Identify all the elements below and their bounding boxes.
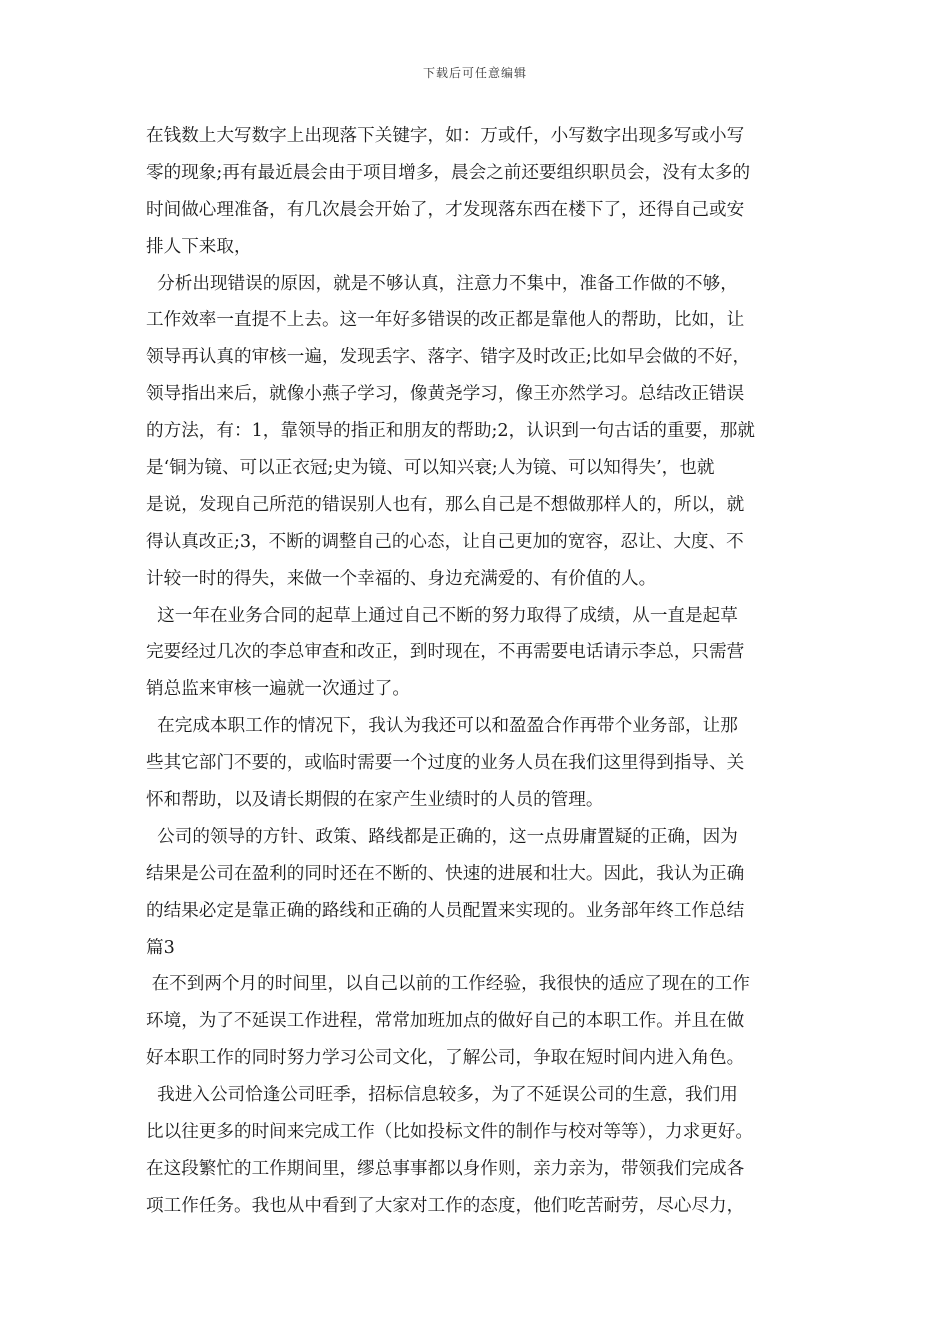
text-line: 在完成本职工作的情况下，我认为我还可以和盈盈合作再带个业务部，让那 — [146, 716, 738, 737]
text-line: 排人下来取， — [146, 236, 252, 257]
text-line: 零的现象;再有最近晨会由于项目增多，晨会之前还要组织职员会，没有太多的 — [146, 162, 751, 183]
text-line: 的结果必定是靠正确的路线和正确的人员配置来实现的。业务部年终工作总结 — [146, 900, 745, 921]
text-line: 分析出现错误的原因，就是不够认真，注意力不集中，准备工作做的不够， — [146, 273, 738, 294]
text-line: 的方法，有：1，靠领导的指正和朋友的帮助;2，认识到一句古话的重要，那就 — [146, 421, 755, 442]
text-line: 领导再认真的审核一遍，发现丢字、落字、错字及时改正;比如早会做的不好， — [146, 347, 751, 368]
text-line: 领导指出来后，就像小燕子学习，像黄尧学习，像王亦然学习。总结改正错误 — [146, 384, 745, 405]
text-line: 在这段繁忙的工作期间里，缪总事事都以身作则，亲力亲为，带领我们完成各 — [146, 1158, 745, 1179]
text-line: 是‘铜为镜、可以正衣冠;史为镜、可以知兴衰;人为镜、可以知得失’，也就 — [146, 458, 715, 479]
text-line: 工作效率一直提不上去。这一年好多错误的改正都是靠他人的帮助，比如，让 — [146, 310, 745, 331]
text-line: 好本职工作的同时努力学习公司文化，了解公司，争取在短时间内进入角色。 — [146, 1048, 745, 1069]
text-line: 公司的领导的方针、政策、路线都是正确的，这一点毋庸置疑的正确，因为 — [146, 826, 738, 847]
text-line: 结果是公司在盈利的同时还在不断的、快速的进展和壮大。因此，我认为正确 — [146, 863, 745, 884]
text-line: 环境，为了不延误工作进程，常常加班加点的做好自己的本职工作。并且在做 — [146, 1011, 745, 1032]
text-line: 些其它部门不要的，或临时需要一个过度的业务人员在我们这里得到指导、关 — [146, 753, 745, 774]
document-body — [146, 118, 826, 1225]
text-line: 在钱数上大写数字上出现落下关键字，如：万或仟，小写数字出现多写或小写 — [146, 126, 745, 146]
text-line: 篇3 — [146, 937, 175, 958]
text-line: 得认真改正;3，不断的调整自己的心态，让自己更加的宽容，忍让、大度、不 — [146, 531, 744, 552]
text-line: 项工作任务。我也从中看到了大家对工作的态度，他们吃苦耐劳，尽心尽力， — [146, 1195, 745, 1216]
page-header: 下载后可任意编辑 — [422, 66, 527, 80]
text-line: 在不到两个月的时间里，以自己以前的工作经验，我很快的适应了现在的工作 — [146, 974, 750, 995]
text-line: 是说，发现自己所范的错误别人也有，那么自己是不想做那样人的，所以，就 — [146, 494, 745, 515]
text-line: 比以往更多的时间来完成工作（比如投标文件的制作与校对等等），力求更好。 — [146, 1122, 753, 1143]
text-line: 我进入公司恰逢公司旺季，招标信息较多，为了不延误公司的生意，我们用 — [146, 1085, 738, 1106]
text-line: 这一年在业务合同的起草上通过自己不断的努力取得了成绩，从一直是起草 — [146, 605, 738, 626]
text-line: 计较一时的得失，来做一个幸福的、身边充满爱的、有价值的人。 — [146, 568, 657, 589]
text-line: 时间做心理准备，有几次晨会开始了，才发现落东西在楼下了，还得自己或安 — [146, 199, 745, 220]
text-line: 完要经过几次的李总审查和改正，到时现在，不再需要电话请示李总，只需营 — [146, 642, 745, 663]
text-line: 销总监来审核一遍就一次通过了。 — [146, 679, 410, 700]
text-line: 怀和帮助，以及请长期假的在家产生业绩时的人员的管理。 — [146, 790, 604, 811]
